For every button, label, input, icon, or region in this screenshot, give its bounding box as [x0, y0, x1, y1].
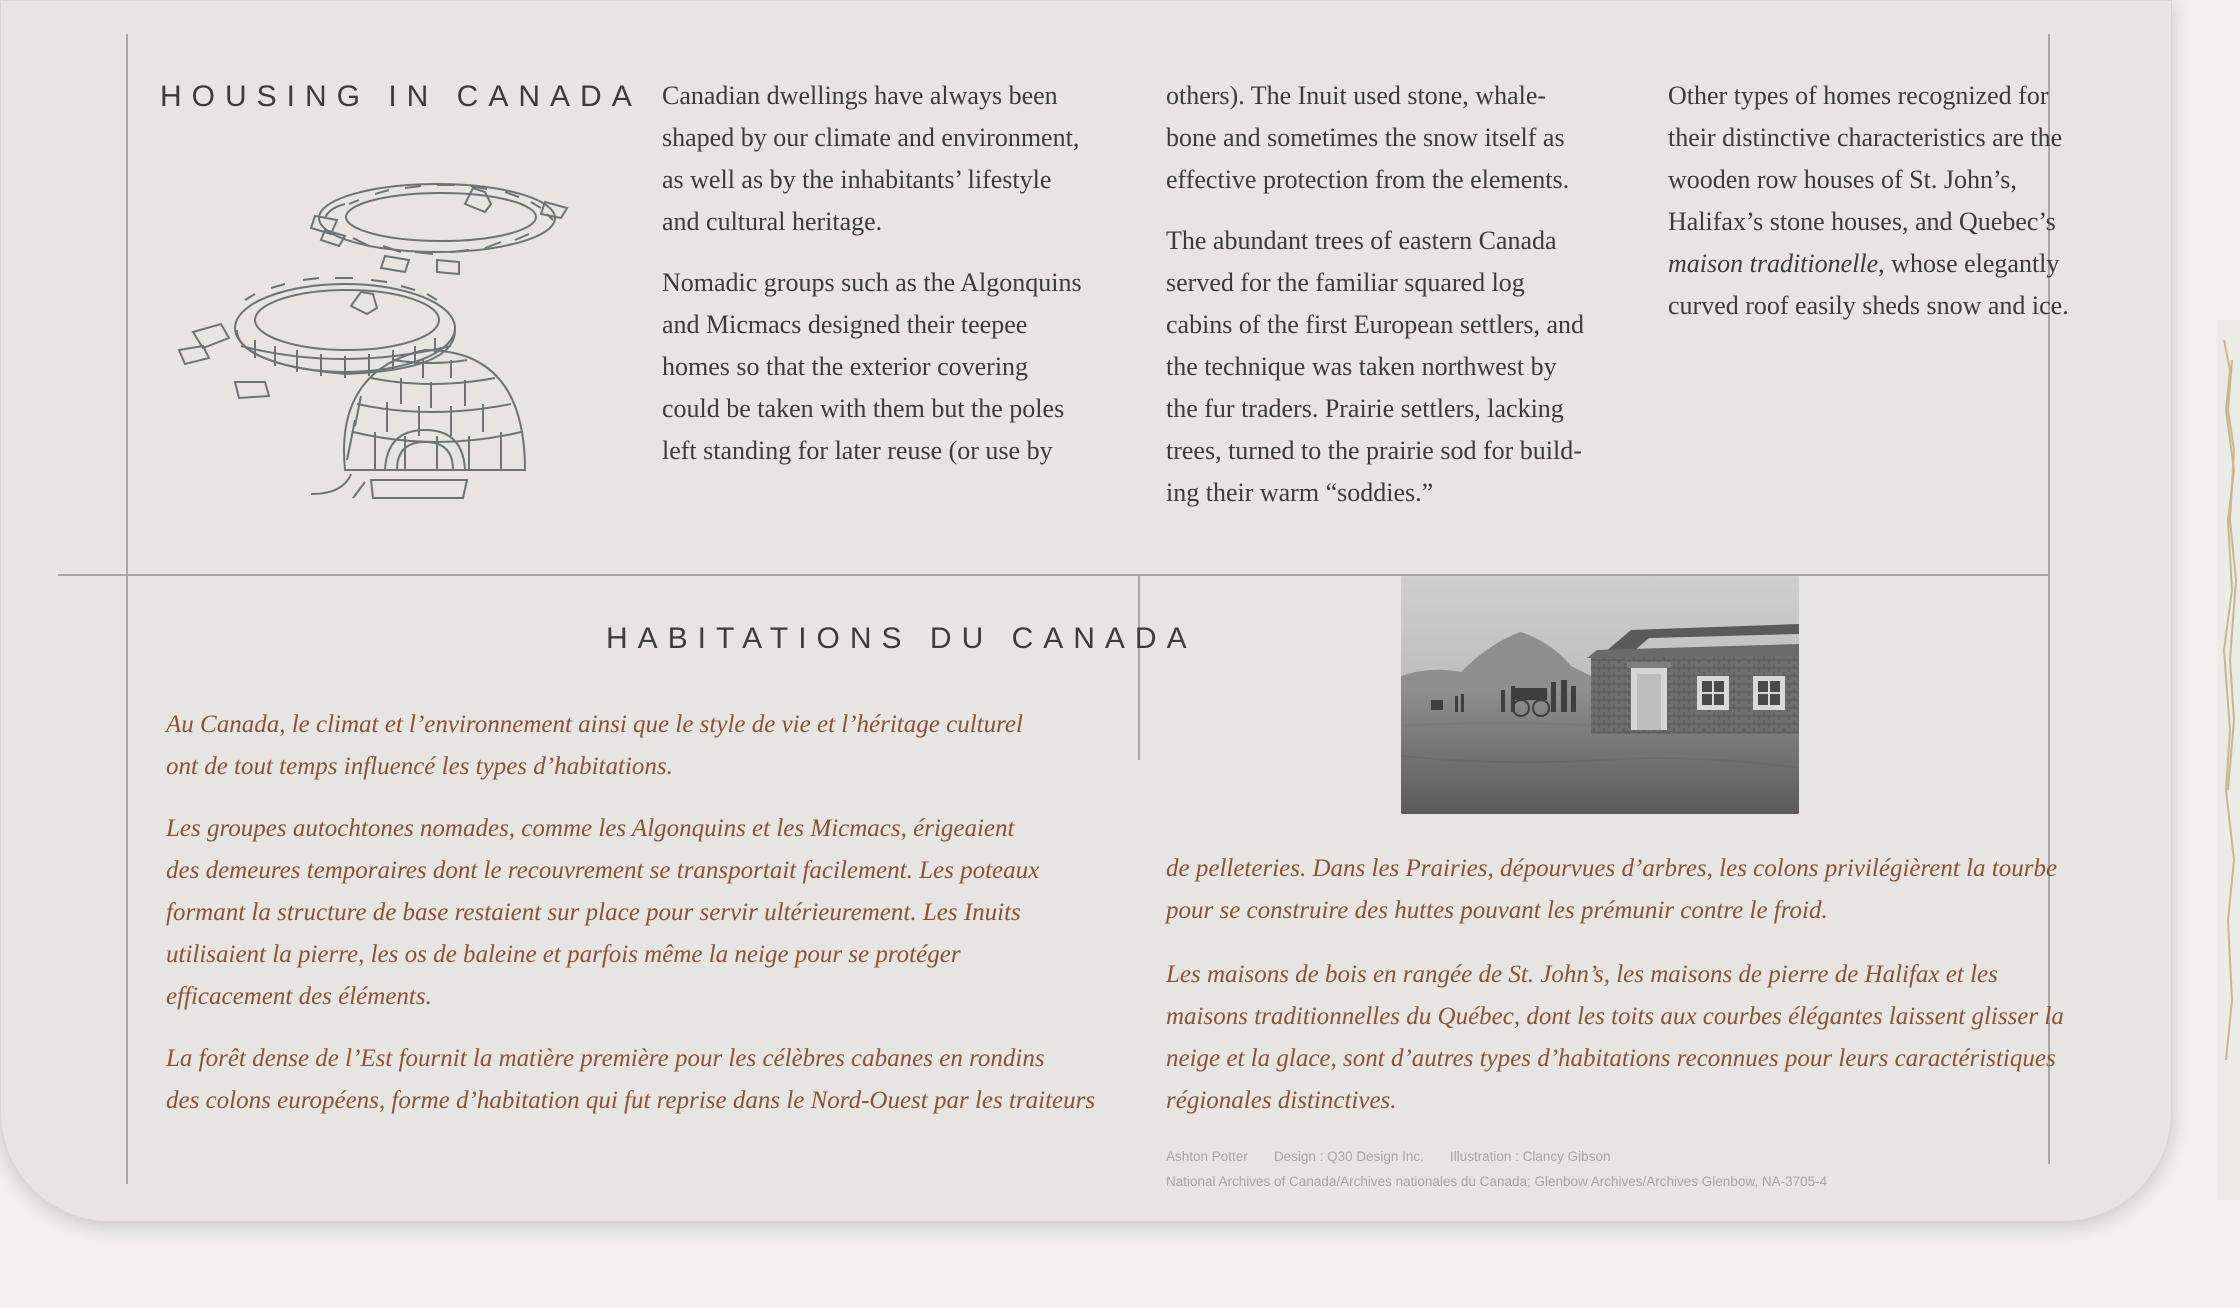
sod-house-photograph — [1401, 576, 1799, 814]
french-column-rule — [1138, 576, 1140, 760]
english-paragraph-1: Canadian dwellings have always been shaped by our climate and environment, as well as by the inhabitants’ lifestyle and cultural heritage. — [662, 81, 1080, 236]
french-paragraph-4: de pelleteries. Dans les Prairies, dépourvues d’arbres, les colons privilégièrent la tourbe pour se construire des huttes pouvant les prémunir contre le froid. — [1166, 855, 2058, 924]
english-paragraph-5 — [1668, 75, 2069, 327]
english-paragraph-4: The abundant trees of eastern Canada served for the familiar squared log cabins of the first European settlers, and the technique was taken northwest by the fur traders. Prairie settlers, lacking trees, turned to the prairie sod for build- ing their warm “soddies.” — [1166, 226, 1585, 507]
design-credit: Design : Q30 Design Inc. — [1273, 1149, 1424, 1164]
english-paragraph-5-text-a: Other types of homes recognized for their distinctive characteristics are the wooden row houses of St. John’s, Halifax’s stone houses, and Quebec’s — [1668, 81, 2063, 236]
left-margin-rule — [126, 34, 128, 1184]
archives-credit: National Archives of Canada/Archives nationales du Canada; Glenbow Archives/Archives Glenbow, NA-3705-4 — [1166, 1174, 1828, 1189]
english-paragraph-3: others). The Inuit used stone, whale- bone and sometimes the snow itself as effective protection from the elements. — [1166, 81, 1570, 194]
english-heading: HOUSING IN CANADA — [160, 80, 642, 113]
french-heading: HABITATIONS DU CANADA — [606, 622, 1197, 655]
english-paragraph-5-text-b: , whose elegantly curved roof easily sheds snow and ice. — [1668, 249, 2069, 320]
printer-credit: Ashton Potter — [1166, 1149, 1248, 1164]
stamp-edge-decoration — [2218, 320, 2240, 1200]
credits-line-1 — [1166, 1144, 1827, 1169]
credits-block — [1166, 1144, 1827, 1194]
french-paragraph-2: Les groupes autochtones nomades, comme les Algonquins et les Micmacs, érigeaient des demeures temporaires dont le recouvrement se transportait facilement. Les poteaux formant la structure de base restaient sur place pour servir ultérieurement. Les Inuits utilisaient la pierre, les os de baleine et parfois même la neige pour se protéger efficacement des éléments. — [166, 815, 1040, 1010]
english-paragraph-2: Nomadic groups such as the Algonquins and Micmacs designed their teepee homes so that the exterior covering could be taken with them but the poles left standing for later reuse (or use by — [662, 268, 1082, 465]
french-paragraph-3: La forêt dense de l’Est fournit la matière première pour les célèbres cabanes en rondins des colons européens, forme d’habitation qui fut reprise dans le Nord-Ouest par les traiteurs — [166, 1045, 1096, 1114]
english-paragraph-5-italic: maison traditionelle — [1668, 249, 1879, 278]
french-paragraph-5: Les maisons de bois en rangée de St. John’s, les maisons de pierre de Halifax et les maisons traditionnelles du Québec, dont les toits aux courbes élégantes laissent glisser la neige et la glace, sont d’autres types d’habitations reconnues pour leurs caractéristiques régionales distinctives. — [1166, 961, 2064, 1114]
french-paragraph-1: Au Canada, le climat et l’environnement ainsi que le style de vie et l’héritage culturel ont de tout temps influencé les types d’habitations. — [166, 711, 1023, 780]
dwelling-sketch-illustration — [175, 170, 575, 542]
illustration-credit: Illustration : Clancy Gibson — [1449, 1149, 1611, 1164]
